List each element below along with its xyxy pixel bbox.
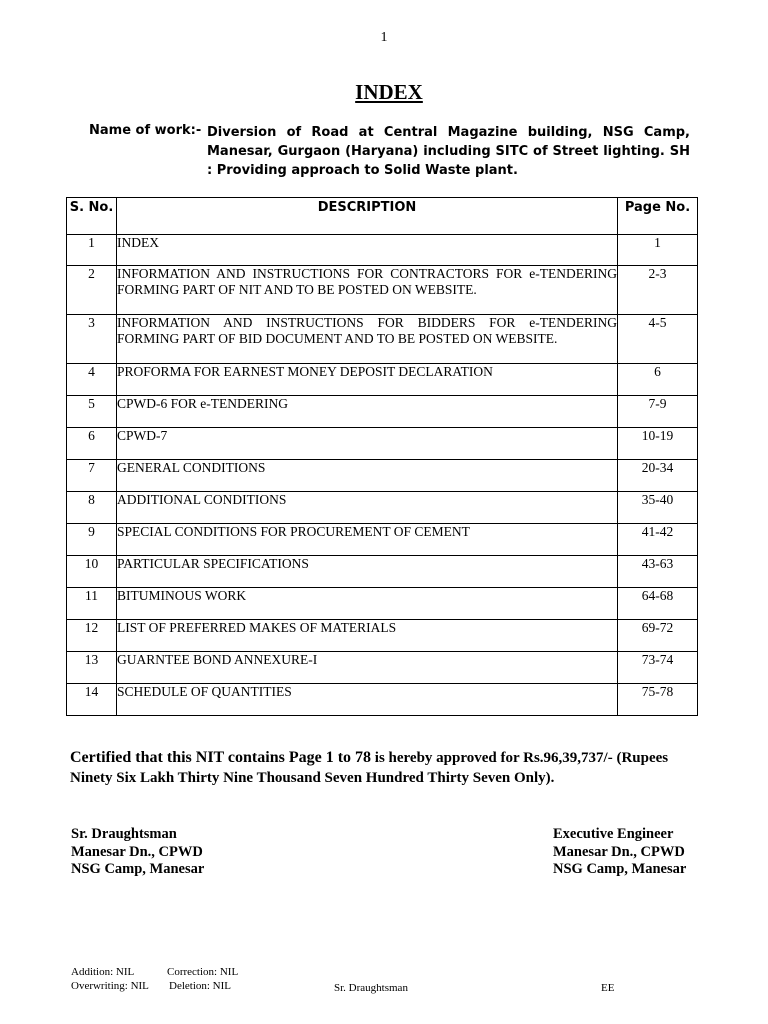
row-sno: 10 — [67, 556, 117, 588]
name-of-work-label: Name of work:- — [89, 123, 202, 138]
signatory-left-location: NSG Camp, Manesar — [71, 861, 205, 877]
row-description: ADDITIONAL CONDITIONS — [117, 492, 618, 524]
footer-sr-draughtsman: Sr. Draughtsman — [334, 982, 408, 994]
row-page: 69-72 — [618, 620, 698, 652]
row-page: 75-78 — [618, 684, 698, 716]
row-description: CPWD-6 FOR e-TENDERING — [117, 396, 618, 428]
row-page: 43-63 — [618, 556, 698, 588]
row-description: PROFORMA FOR EARNEST MONEY DEPOSIT DECLARATION — [117, 364, 618, 396]
index-table — [66, 197, 698, 716]
table-row — [67, 588, 698, 620]
certification-part2: is hereby approved for Rs.96,39,737/- (Rupees Ninety Six Lakh Thirty Nine Thousand Seven Hundred Thirty Seven Only). — [70, 750, 669, 786]
signatory-left — [71, 826, 204, 879]
row-sno: 7 — [67, 460, 117, 492]
table-row — [67, 364, 698, 396]
row-page: 20-34 — [618, 460, 698, 492]
table-row — [67, 460, 698, 492]
row-page: 35-40 — [618, 492, 698, 524]
header-sno: S. No. — [67, 198, 117, 235]
row-sno: 8 — [67, 492, 117, 524]
row-sno: 14 — [67, 684, 117, 716]
footer-ee: EE — [601, 982, 615, 994]
signatory-left-division: Manesar Dn., CPWD — [71, 843, 203, 860]
row-sno: 6 — [67, 428, 117, 460]
table-row — [67, 266, 698, 315]
row-description: LIST OF PREFERRED MAKES OF MATERIALS — [117, 620, 618, 652]
row-page: 73-74 — [618, 652, 698, 684]
signatory-right-title: Executive Engineer — [553, 826, 674, 842]
footer-correction: Correction: NIL — [167, 966, 239, 978]
row-sno: 1 — [67, 235, 117, 266]
row-description: INFORMATION AND INSTRUCTIONS FOR CONTRACTORS FOR e-TENDERING FORMING PART OF NIT AND TO BE POSTED ON WEBSITE. — [117, 266, 618, 315]
row-description: INFORMATION AND INSTRUCTIONS FOR BIDDERS FOR e-TENDERING FORMING PART OF BID DOCUMENT AND TO BE POSTED ON WEBSITE. — [117, 315, 618, 364]
row-page: 7-9 — [618, 396, 698, 428]
row-page: 1 — [618, 235, 698, 266]
table-row — [67, 235, 698, 266]
name-of-work-text: Diversion of Road at Central Magazine building, NSG Camp, Manesar, Gurgaon (Haryana) including SITC of Street lighting. SH : Providing approach to Solid Waste plant. — [207, 125, 690, 178]
header-page: Page No. — [618, 198, 698, 235]
row-description: SPECIAL CONDITIONS FOR PROCUREMENT OF CEMENT — [117, 524, 618, 556]
signatory-right — [553, 826, 686, 879]
row-sno: 2 — [67, 266, 117, 315]
table-row — [67, 428, 698, 460]
row-description: SCHEDULE OF QUANTITIES — [117, 684, 618, 716]
row-page: 10-19 — [618, 428, 698, 460]
signatory-left-title: Sr. Draughtsman — [71, 826, 177, 842]
signatory-right-location: NSG Camp, Manesar — [553, 861, 687, 877]
certification-statement — [70, 748, 710, 788]
row-sno: 11 — [67, 588, 117, 620]
row-sno: 4 — [67, 364, 117, 396]
table-row — [67, 652, 698, 684]
table-row — [67, 620, 698, 652]
page-title: INDEX — [355, 80, 423, 104]
footer-addition: Addition: NIL — [71, 966, 135, 978]
signatory-right-division: Manesar Dn., CPWD — [553, 843, 685, 860]
row-sno: 5 — [67, 396, 117, 428]
certification-part1: Certified that this NIT contains Page 1 to 78 — [70, 749, 372, 766]
table-row — [67, 524, 698, 556]
footer-overwriting: Overwriting: NIL — [71, 980, 149, 992]
row-description: BITUMINOUS WORK — [117, 588, 618, 620]
table-row — [67, 315, 698, 364]
row-sno: 3 — [67, 315, 117, 364]
row-description: GUARNTEE BOND ANNEXURE-I — [117, 652, 618, 684]
row-page: 2-3 — [618, 266, 698, 315]
row-description: INDEX — [117, 235, 618, 266]
row-description: PARTICULAR SPECIFICATIONS — [117, 556, 618, 588]
row-description: GENERAL CONDITIONS — [117, 460, 618, 492]
row-page: 6 — [618, 364, 698, 396]
row-sno: 12 — [67, 620, 117, 652]
footer-deletion: Deletion: NIL — [169, 980, 232, 992]
row-sno: 13 — [67, 652, 117, 684]
table-row — [67, 684, 698, 716]
row-page: 64-68 — [618, 588, 698, 620]
table-row — [67, 396, 698, 428]
row-page: 41-42 — [618, 524, 698, 556]
table-row — [67, 556, 698, 588]
row-sno: 9 — [67, 524, 117, 556]
row-description: CPWD-7 — [117, 428, 618, 460]
table-row — [67, 492, 698, 524]
header-description: DESCRIPTION — [117, 198, 618, 235]
page-number: 1 — [380, 30, 388, 45]
row-page: 4-5 — [618, 315, 698, 364]
table-header-row — [67, 198, 698, 235]
